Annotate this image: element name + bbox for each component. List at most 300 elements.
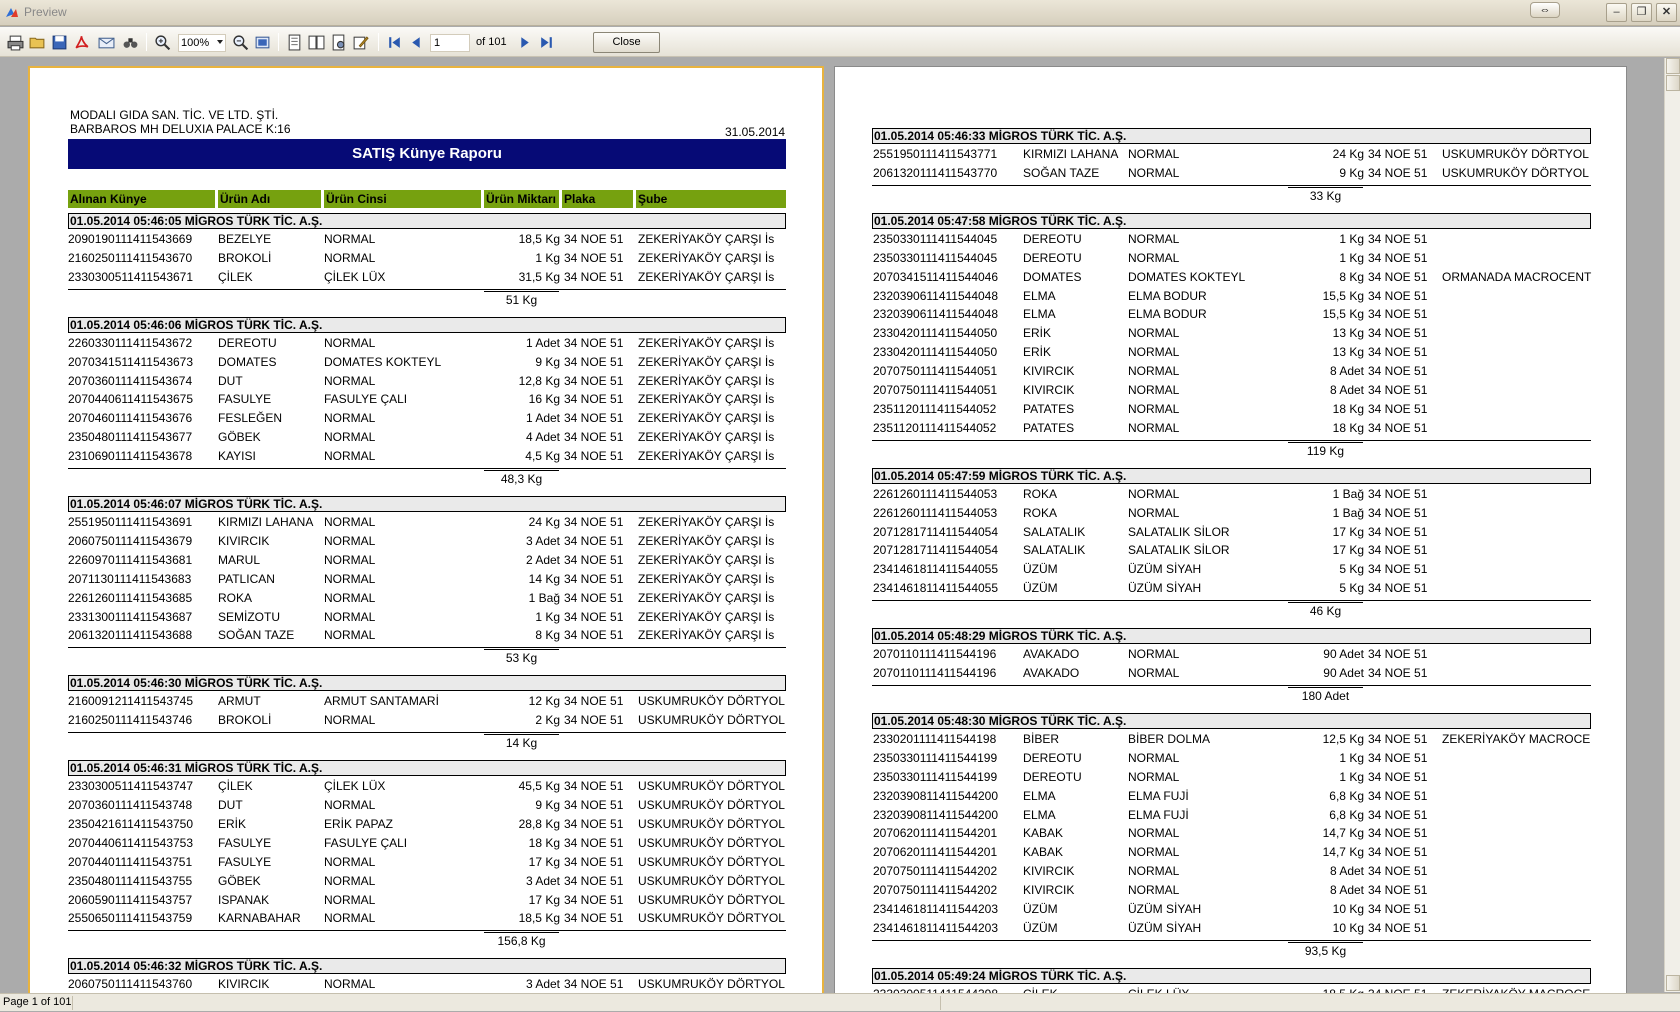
find-icon[interactable] — [120, 32, 140, 52]
kunye-cell: 2070440111411543751 — [68, 854, 193, 869]
previous-page-icon[interactable] — [406, 32, 426, 52]
quantity-cell: 10 Kg — [1332, 902, 1364, 916]
product-type-cell: ÜZÜM SİYAH — [1128, 920, 1202, 935]
quantity-cell: 31,5 Kg — [518, 269, 560, 284]
plate-cell: 34 NOE 51 — [1368, 826, 1428, 841]
quantity-cell: 18,5 Kg — [518, 911, 560, 926]
zoom-in-icon[interactable] — [152, 32, 172, 52]
product-type-cell: NORMAL — [324, 552, 376, 567]
app-icon — [4, 5, 20, 21]
group-total: 180 Adet — [1301, 688, 1350, 703]
plate-cell: 34 NOE 51 — [564, 977, 624, 992]
next-page-icon[interactable] — [514, 32, 534, 52]
quantity-cell: 2 Kg — [535, 713, 560, 728]
plate-cell: 34 NOE 51 — [1368, 147, 1428, 161]
branch-cell — [1442, 863, 1589, 880]
quantity-cell: 14,7 Kg — [1322, 826, 1364, 841]
kunye-cell: 2070341511411543673 — [68, 354, 194, 369]
product-name-cell: ERİK — [1023, 326, 1052, 341]
kunye-cell: 2320390811411544200 — [873, 788, 999, 803]
product-name-cell: ELMA — [1023, 807, 1056, 822]
plate-cell: 34 NOE 51 — [1368, 543, 1428, 558]
kunye-cell: 2341461811411544055 — [873, 562, 999, 577]
product-type-cell: NORMAL — [1128, 147, 1180, 161]
product-name-cell: KIRMIZI LAHANA — [218, 515, 314, 529]
quantity-cell: 3 Adet — [525, 873, 560, 888]
plate-cell: 34 NOE 51 — [1368, 750, 1428, 765]
quantity-cell: 9 Kg — [535, 354, 560, 369]
row-separator — [68, 930, 786, 931]
row-separator — [872, 185, 1591, 186]
minimize-button[interactable]: – — [1606, 3, 1627, 22]
product-type-cell: NORMAL — [1128, 845, 1180, 860]
preview-area[interactable] — [0, 58, 1664, 992]
group-total: 53 Kg — [505, 651, 538, 666]
kunye-cell: 2310690111411543678 — [68, 449, 193, 464]
product-type-cell: ÜZÜM SİYAH — [1128, 562, 1202, 577]
close-window-button[interactable]: ✕ — [1656, 3, 1677, 22]
branch-cell: ZEKERİYAKÖY ÇARŞI İs — [638, 449, 775, 464]
group-total: 156,8 Kg — [497, 934, 546, 949]
plate-cell: 34 NOE 51 — [1368, 250, 1428, 265]
product-type-cell: NORMAL — [324, 430, 376, 445]
kunye-cell: 2070440611411543675 — [68, 392, 194, 407]
quantity-cell: 2 Adet — [525, 552, 560, 567]
product-type-cell: NORMAL — [324, 590, 376, 605]
kunye-cell: 2341461811411544203 — [873, 902, 999, 916]
quantity-cell: 1 Bağ — [1332, 486, 1364, 501]
plate-cell: 34 NOE 51 — [1368, 666, 1428, 680]
plate-cell: 34 NOE 51 — [564, 798, 624, 812]
product-name-cell: ERİK — [1023, 345, 1052, 360]
kunye-cell: 2351120111411544052 — [873, 420, 997, 435]
plate-cell: 34 NOE 51 — [564, 779, 624, 794]
kunye-cell: 2261260111411544053 — [873, 486, 998, 501]
kunye-cell: 2350330111411544199 — [873, 750, 998, 765]
kunye-cell: 2320390611411544048 — [873, 307, 999, 322]
zoom-out-icon[interactable] — [230, 32, 250, 52]
branch-cell — [1442, 788, 1589, 805]
product-name-cell: ISPANAK — [218, 892, 270, 907]
product-type-cell: ÜZÜM SİYAH — [1128, 902, 1202, 916]
kunye-cell: 2261260111411544053 — [873, 505, 998, 520]
last-page-icon[interactable] — [536, 32, 556, 52]
product-name-cell: BEZELYE — [218, 232, 272, 246]
product-name-cell: DUT — [218, 373, 243, 388]
plate-cell: 34 NOE 51 — [564, 628, 624, 643]
branch-cell — [1442, 561, 1589, 578]
close-button[interactable]: Close — [593, 32, 660, 53]
plate-cell: 34 NOE 51 — [1368, 902, 1428, 916]
product-type-cell: NORMAL — [1128, 750, 1180, 765]
product-name-cell: ROKA — [1023, 486, 1058, 501]
branch-cell — [1442, 542, 1589, 559]
branch-cell — [1442, 750, 1589, 767]
branch-cell: USKUMRUKÖY DÖRTYOL — [638, 854, 785, 869]
quantity-cell: 8 Adet — [1329, 383, 1364, 397]
zoom-select[interactable] — [178, 34, 226, 52]
product-type-cell: NORMAL — [1128, 383, 1180, 397]
plate-cell: 34 NOE 51 — [1368, 307, 1428, 322]
kunye-cell: 2070460111411543676 — [68, 411, 193, 426]
scroll-up-icon[interactable] — [1666, 58, 1680, 74]
quantity-cell: 1 Adet — [525, 411, 560, 426]
open-icon[interactable] — [27, 32, 47, 52]
product-type-cell: NORMAL — [324, 373, 376, 388]
quantity-cell: 1 Kg — [535, 609, 560, 624]
kunye-cell: 2330300511411543671 — [68, 269, 194, 284]
branch-cell — [1442, 505, 1589, 522]
branch-cell — [1442, 580, 1589, 597]
kunye-cell: 2070440611411543753 — [68, 835, 194, 850]
product-type-cell: NORMAL — [1128, 345, 1180, 360]
product-type-cell: DOMATES KOKTEYL — [1128, 269, 1246, 284]
branch-cell: ZEKERİYAKÖY ÇARŞI İs — [638, 515, 775, 529]
product-name-cell: SALATALIK — [1023, 524, 1086, 539]
kunye-cell: 2260970111411543681 — [68, 552, 193, 567]
product-type-cell: NORMAL — [324, 854, 376, 869]
branch-cell: ZEKERİYAKÖY ÇARŞI İs — [638, 269, 775, 284]
plate-cell: 34 NOE 51 — [1368, 486, 1428, 501]
quantity-cell: 24 Kg — [1332, 147, 1364, 161]
quantity-cell: 8 Kg — [1339, 269, 1364, 284]
product-name-cell: PATATES — [1023, 420, 1075, 435]
plate-cell: 34 NOE 51 — [564, 816, 624, 831]
quantity-cell: 1 Kg — [1339, 750, 1364, 765]
row-separator — [872, 940, 1591, 941]
product-type-cell: ELMA BODUR — [1128, 307, 1207, 322]
branch-cell — [1442, 524, 1589, 541]
zoom-value: 100% — [181, 37, 210, 49]
vertical-scrollbar[interactable] — [1664, 58, 1680, 992]
kunye-cell: 2350330111411544045 — [873, 250, 998, 265]
restore-button[interactable]: ❐ — [1631, 3, 1652, 22]
pdf-export-icon[interactable] — [71, 32, 91, 52]
product-type-cell: ÇİLEK LÜX — [324, 779, 386, 794]
product-type-cell: NORMAL — [1128, 401, 1180, 416]
product-name-cell: AVAKADO — [1023, 647, 1080, 662]
quantity-cell: 17 Kg — [528, 892, 560, 907]
branch-cell: USKUMRUKÖY DÖRTYOL — [638, 694, 785, 709]
quantity-cell: 1 Kg — [1339, 250, 1364, 265]
kunye-cell: 2070750111411544051 — [873, 383, 998, 397]
plate-cell: 34 NOE 51 — [1368, 364, 1428, 379]
branch-cell: ZEKERİYAKÖY ÇARŞI İs — [638, 392, 775, 407]
kunye-cell: 2320390811411544200 — [873, 807, 999, 822]
plate-cell: 34 NOE 51 — [564, 335, 624, 350]
quantity-cell: 1 Bağ — [1332, 505, 1364, 520]
kunye-cell: 2350421611411543750 — [68, 816, 194, 831]
plate-cell: 34 NOE 51 — [1368, 769, 1428, 784]
quantity-cell: 45,5 Kg — [518, 779, 560, 794]
quantity-cell: 8 Adet — [1329, 364, 1364, 379]
plate-cell: 34 NOE 51 — [564, 609, 624, 624]
product-name-cell: DEREOTU — [218, 335, 277, 350]
group-total: 46 Kg — [1309, 604, 1342, 619]
group-header: 01.05.2014 05:46:30 MİGROS TÜRK TİC. A.Ş. — [68, 675, 786, 691]
print-icon[interactable] — [5, 32, 25, 52]
kunye-cell: 2070620111411544201 — [873, 826, 998, 841]
quantity-cell: 8 Adet — [1329, 864, 1364, 879]
column-header: Şube — [636, 190, 786, 208]
product-type-cell: FASULYE ÇALI — [324, 392, 408, 407]
quantity-cell: 3 Adet — [525, 977, 560, 992]
product-name-cell: ÇİLEK — [218, 269, 253, 284]
kunye-cell: 2160250111411543746 — [68, 713, 193, 728]
column-header: Plaka — [562, 190, 633, 208]
kunye-cell: 2071130111411543683 — [68, 571, 192, 586]
branch-cell: ZEKERİYAKÖY ÇARŞI İs — [638, 552, 775, 567]
product-name-cell: BROKOLİ — [218, 250, 272, 265]
kunye-cell: 2330420111411544050 — [873, 345, 998, 360]
quantity-cell: 90 Adet — [1323, 666, 1364, 680]
report-page-2 — [834, 66, 1627, 1006]
kunye-cell: 2070750111411544051 — [873, 364, 998, 379]
product-name-cell: KIVIRCIK — [218, 977, 270, 992]
branch-cell: USKUMRUKÖY DÖRTYOL — [638, 816, 785, 831]
kunye-cell: 2550650111411543759 — [68, 911, 193, 926]
product-type-cell: NORMAL — [324, 911, 376, 926]
branch-cell — [1442, 325, 1589, 342]
product-type-cell: DOMATES KOKTEYL — [324, 354, 442, 369]
quantity-cell: 16 Kg — [528, 392, 560, 407]
product-name-cell: BİBER — [1023, 731, 1060, 746]
scroll-thumb[interactable] — [1666, 75, 1680, 91]
product-name-cell: BROKOLİ — [218, 713, 272, 728]
column-header: Ürün Adı — [218, 190, 321, 208]
product-name-cell: MARUL — [218, 552, 261, 567]
row-separator — [872, 600, 1591, 601]
kunye-cell: 2061320111411543770 — [873, 165, 998, 180]
quantity-cell: 17 Kg — [1332, 543, 1364, 558]
branch-cell — [1442, 306, 1589, 323]
quantity-cell: 14 Kg — [528, 571, 560, 586]
branch-cell — [1442, 231, 1589, 248]
product-name-cell: ÜZÜM — [1023, 581, 1058, 596]
group-header: 01.05.2014 05:46:06 MİGROS TÜRK TİC. A.Ş. — [68, 317, 786, 333]
single-page-icon[interactable] — [284, 32, 304, 52]
group-header: 01.05.2014 05:47:59 MİGROS TÜRK TİC. A.Ş. — [872, 468, 1591, 484]
quantity-cell: 90 Adet — [1323, 647, 1364, 662]
quantity-cell: 15,5 Kg — [1322, 288, 1364, 303]
group-total: 119 Kg — [1306, 443, 1345, 458]
plate-cell: 34 NOE 51 — [1368, 401, 1428, 416]
product-type-cell: ELMA FUJİ — [1128, 788, 1189, 803]
product-name-cell: ERİK — [218, 816, 247, 831]
kunye-cell: 2330201111411544198 — [873, 731, 997, 746]
status-bar — [0, 993, 1680, 1011]
page-setup-icon[interactable] — [328, 32, 348, 52]
group-header: 01.05.2014 05:47:58 MİGROS TÜRK TİC. A.Ş. — [872, 213, 1591, 229]
column-header: Ürün Cinsi — [324, 190, 481, 208]
quantity-cell: 9 Kg — [535, 798, 560, 812]
product-type-cell: NORMAL — [1128, 486, 1180, 501]
branch-cell: USKUMRUKÖY DÖRTYOL — [638, 873, 785, 888]
product-name-cell: KABAK — [1023, 845, 1064, 860]
product-type-cell: NORMAL — [1128, 826, 1180, 841]
product-type-cell: NORMAL — [324, 977, 376, 992]
quantity-cell: 10 Kg — [1332, 920, 1364, 935]
product-type-cell: NORMAL — [1128, 165, 1180, 180]
plate-cell: 34 NOE 51 — [1368, 420, 1428, 435]
two-page-icon[interactable] — [306, 32, 326, 52]
plate-cell: 34 NOE 51 — [564, 354, 624, 369]
product-type-cell: NORMAL — [324, 335, 376, 350]
group-header: 01.05.2014 05:48:30 MİGROS TÜRK TİC. A.Ş. — [872, 713, 1591, 729]
plate-cell: 34 NOE 51 — [1368, 562, 1428, 577]
product-type-cell: SALATALIK SİLOR — [1128, 524, 1230, 539]
branch-cell: USKUMRUKÖY DÖRTYOL — [638, 779, 785, 794]
product-name-cell: KARNABAHAR — [218, 911, 301, 926]
kunye-cell: 2071281711411544054 — [873, 524, 999, 539]
chevron-down-icon — [217, 40, 223, 44]
quantity-cell: 1 Kg — [1339, 769, 1364, 784]
kunye-cell: 2070110111411544196 — [873, 647, 997, 662]
kunye-cell: 2160091211411543745 — [68, 694, 194, 709]
product-name-cell: FASULYE — [218, 835, 272, 850]
fit-page-icon[interactable] — [252, 32, 272, 52]
product-type-cell: NORMAL — [324, 571, 376, 586]
plate-cell: 34 NOE 51 — [1368, 165, 1428, 180]
product-type-cell: SALATALIK SİLOR — [1128, 543, 1230, 558]
product-type-cell: FASULYE ÇALI — [324, 835, 408, 850]
product-type-cell: ERİK PAPAZ — [324, 816, 393, 831]
resize-icon[interactable]: ⇔ — [1530, 2, 1560, 18]
product-name-cell: GÖBEK — [218, 430, 261, 445]
column-header: Ürün Miktarı — [484, 190, 559, 208]
company-name: MODALI GIDA SAN. TİC. VE LTD. ŞTİ. — [70, 108, 279, 122]
branch-cell — [1442, 844, 1589, 861]
product-name-cell: SEMİZOTU — [218, 609, 280, 624]
plate-cell: 34 NOE 51 — [564, 854, 624, 869]
product-name-cell: DEREOTU — [1023, 250, 1082, 265]
scroll-down-icon[interactable] — [1666, 975, 1680, 991]
product-type-cell: ELMA BODUR — [1128, 288, 1207, 303]
product-type-cell: ARMUT SANTAMARİ — [324, 694, 439, 709]
branch-cell — [1442, 344, 1589, 361]
product-name-cell: DEREOTU — [1023, 231, 1082, 246]
product-name-cell: ÜZÜM — [1023, 902, 1058, 916]
quantity-cell: 9 Kg — [1339, 165, 1364, 180]
plate-cell: 34 NOE 51 — [564, 694, 624, 709]
product-name-cell: ROKA — [218, 590, 253, 605]
product-name-cell: SOĞAN TAZE — [1023, 165, 1100, 180]
status-page-text: Page 1 of 101 — [3, 996, 72, 1008]
quantity-cell: 24 Kg — [528, 515, 560, 529]
product-type-cell: NORMAL — [1128, 505, 1180, 520]
plate-cell: 34 NOE 51 — [564, 232, 624, 246]
plate-cell: 34 NOE 51 — [564, 713, 624, 728]
kunye-cell: 2350480111411543677 — [68, 430, 193, 445]
plate-cell: 34 NOE 51 — [1368, 883, 1428, 898]
quantity-cell: 4 Adet — [525, 430, 560, 445]
row-separator — [68, 647, 786, 648]
product-type-cell: NORMAL — [1128, 364, 1180, 379]
product-type-cell: NORMAL — [324, 515, 376, 529]
report-page-1 — [28, 66, 824, 1006]
plate-cell: 34 NOE 51 — [1368, 731, 1428, 746]
product-type-cell: NORMAL — [1128, 769, 1180, 784]
branch-cell: ZEKERİYAKÖY ÇARŞI İs — [638, 628, 775, 643]
plate-cell: 34 NOE 51 — [1368, 326, 1428, 341]
branch-cell — [1442, 363, 1589, 380]
branch-cell — [1442, 920, 1589, 937]
group-header: 01.05.2014 05:49:24 MİGROS TÜRK TİC. A.Ş. — [872, 968, 1591, 984]
branch-cell — [1442, 769, 1589, 786]
product-type-cell: NORMAL — [1128, 420, 1180, 435]
quantity-cell: 18,5 Kg — [518, 232, 560, 246]
kunye-cell: 2331300111411543687 — [68, 609, 193, 624]
page-number-input[interactable] — [430, 34, 470, 52]
product-type-cell: NORMAL — [1128, 647, 1180, 662]
product-name-cell: ÜZÜM — [1023, 562, 1058, 577]
kunye-cell: 2351120111411544052 — [873, 401, 997, 416]
page-count-label: of 101 — [476, 36, 507, 48]
quantity-cell: 8 Adet — [1329, 883, 1364, 898]
plate-cell: 34 NOE 51 — [564, 571, 624, 586]
window-title: Preview — [24, 5, 67, 19]
branch-cell: USKUMRUKÖY DÖRTYOL — [1442, 165, 1589, 180]
quantity-cell: 3 Adet — [525, 533, 560, 548]
plate-cell: 34 NOE 51 — [564, 835, 624, 850]
quantity-cell: 18 Kg — [1332, 401, 1364, 416]
branch-cell — [1442, 250, 1589, 267]
product-name-cell: GÖBEK — [218, 873, 261, 888]
plate-cell: 34 NOE 51 — [564, 892, 624, 907]
branch-cell — [1442, 382, 1589, 399]
branch-cell: ZEKERİYAKÖY ÇARŞI İs — [638, 533, 775, 548]
product-type-cell: NORMAL — [324, 449, 376, 464]
plate-cell: 34 NOE 51 — [1368, 288, 1428, 303]
email-icon[interactable] — [96, 32, 116, 52]
plate-cell: 34 NOE 51 — [564, 430, 624, 445]
group-total: 51 Kg — [505, 292, 538, 307]
kunye-cell: 2160250111411543670 — [68, 250, 193, 265]
quantity-cell: 5 Kg — [1339, 562, 1364, 577]
first-page-icon[interactable] — [384, 32, 404, 52]
group-header: 01.05.2014 05:46:32 MİGROS TÜRK TİC. A.Ş. — [68, 958, 786, 974]
branch-cell — [1442, 807, 1589, 824]
product-type-cell: NORMAL — [324, 609, 376, 624]
product-type-cell: NORMAL — [324, 713, 376, 728]
product-name-cell: PATLICAN — [218, 571, 275, 586]
kunye-cell: 2341461811411544203 — [873, 920, 999, 935]
row-separator — [872, 685, 1591, 686]
plate-cell: 34 NOE 51 — [1368, 845, 1428, 860]
quantity-cell: 6,8 Kg — [1329, 807, 1364, 822]
product-name-cell: PATATES — [1023, 401, 1075, 416]
branch-cell — [1442, 825, 1589, 842]
quantity-cell: 18 Kg — [1332, 420, 1364, 435]
branch-cell: USKUMRUKÖY DÖRTYOL — [638, 911, 785, 926]
product-name-cell: KIVIRCIK — [1023, 883, 1075, 898]
group-header: 01.05.2014 05:46:31 MİGROS TÜRK TİC. A.Ş. — [68, 760, 786, 776]
plate-cell: 34 NOE 51 — [1368, 920, 1428, 935]
edit-icon[interactable] — [350, 32, 370, 52]
quantity-cell: 8 Kg — [535, 628, 560, 643]
row-separator — [68, 732, 786, 733]
save-icon[interactable] — [49, 32, 69, 52]
branch-cell: ZEKERİYAKÖY ÇARŞI İs — [638, 411, 775, 426]
product-name-cell: KAYISI — [218, 449, 256, 464]
branch-cell: ZEKERİYAKÖY ÇARŞI İs — [638, 609, 775, 624]
kunye-cell: 2261260111411543685 — [68, 590, 193, 605]
product-type-cell: NORMAL — [324, 533, 376, 548]
branch-cell: ZEKERİYAKÖY MACROCE — [1442, 731, 1591, 746]
plate-cell: 34 NOE 51 — [564, 911, 624, 926]
quantity-cell: 1 Kg — [1339, 231, 1364, 246]
product-type-cell: NORMAL — [324, 798, 376, 812]
